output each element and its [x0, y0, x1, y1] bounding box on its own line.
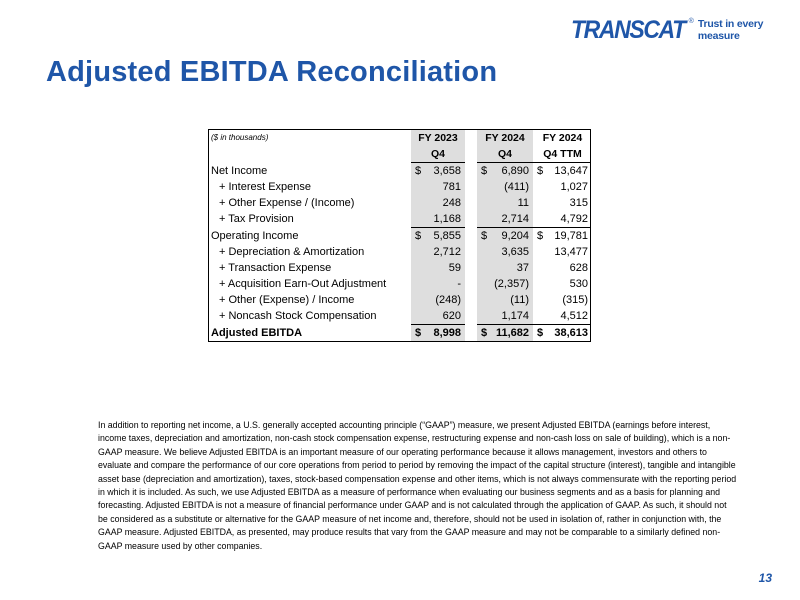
col-header-3-line2: Q4 TTM [543, 148, 582, 160]
row-label: + Depreciation & Amortization [219, 246, 365, 258]
value-3: 4,512 [560, 310, 588, 322]
table-row [209, 211, 591, 228]
col-header-2-line2: Q4 [497, 148, 512, 160]
currency-symbol: $ [415, 165, 422, 177]
table-row [209, 292, 591, 308]
value-1: (248) [435, 294, 461, 306]
page-title: Adjusted EBITDA Reconciliation [46, 56, 498, 88]
row-label: + Other (Expense) / Income [219, 294, 355, 306]
table-row [209, 228, 591, 245]
row-label: + Transaction Expense [219, 262, 332, 274]
row-label: Adjusted EBITDA [211, 326, 303, 339]
row-label: + Acquisition Earn-Out Adjustment [219, 278, 387, 290]
value-3: 315 [569, 197, 588, 209]
value-2: 3,635 [501, 246, 529, 258]
value-1: 2,712 [433, 246, 461, 258]
col-header-1-line1: FY 2023 [418, 132, 458, 144]
col-header-2-line1: FY 2024 [485, 132, 525, 144]
table-note: ($ in thousands) [211, 133, 269, 142]
table-row [209, 244, 591, 260]
currency-symbol: $ [415, 327, 422, 339]
table-row [209, 260, 591, 276]
row-label: + Tax Provision [219, 213, 294, 226]
table-row [209, 308, 591, 325]
value-3: 38,613 [554, 327, 588, 339]
value-1: 8,998 [433, 327, 461, 339]
value-3: 13,477 [554, 246, 588, 258]
currency-symbol: $ [481, 165, 488, 177]
row-label: + Noncash Stock Compensation [219, 310, 377, 323]
value-3: 628 [569, 262, 588, 274]
currency-symbol: $ [537, 230, 544, 242]
logo-registered-mark: ® [688, 17, 694, 25]
col-header-1-line2: Q4 [430, 148, 445, 160]
logo-tagline: Trust in every measure [697, 18, 764, 42]
value-2: (2,357) [494, 278, 529, 290]
row-label: Operating Income [211, 229, 299, 242]
table-row [209, 276, 591, 292]
value-3: 4,792 [560, 213, 588, 225]
value-1: 3,658 [433, 165, 461, 177]
value-3: 530 [569, 278, 588, 290]
row-label: Net Income [211, 164, 268, 177]
col-header-3-line1: FY 2024 [542, 132, 583, 144]
currency-symbol: $ [537, 165, 544, 177]
currency-symbol: $ [415, 230, 422, 242]
table-row [209, 179, 591, 195]
ebitda-table [208, 129, 591, 342]
row-label: + Interest Expense [219, 181, 312, 193]
value-3: 13,647 [554, 165, 588, 177]
table-row [209, 195, 591, 211]
disclosure-paragraph: In addition to reporting net income, a U.S. generally accepted accounting principle (“GAAP”) measure, we present Adjusted EBITDA (earnings before interest, income taxes, depreciation and amortization, non-cash stock compensation expense, restructuring expense and non-cash loss on sale of building), which is a non-GAAP measure. We believe Adjusted EBITDA is an important measure of our operating performance because it allows management, investors and others to evaluate and compare the performance of our core operations from period to period by removing the impact of the capital structure (interest), tangible and intangible asset base (depreciation and amortization), taxes, stock-based compensation expense and other items, which is not always commensurate with the reporting period in which it is included. As such, we use Adjusted EBITDA as a measure of performance when evaluating our business segments and as a basis for planning and forecasting. Adjusted EBITDA is not a measure of financial performance under GAAP and is not calculated through the application of GAAP. As such, it should not be considered as a substitute or alternative for the GAAP measure of net income and, therefore, should not be used in isolation of, rather in conjunction with, the GAAP measure. Adjusted EBITDA, as presented, may produce results that vary from the GAAP measure and may not be comparable to a similarly defined non-GAAP measure used by other companies. [98, 420, 737, 551]
value-3: 19,781 [554, 230, 588, 242]
currency-symbol: $ [481, 230, 488, 242]
value-2: 6,890 [501, 165, 529, 177]
table-row [209, 163, 591, 180]
value-1: 781 [442, 181, 461, 193]
value-2: (411) [504, 181, 529, 193]
row-label: + Other Expense / (Income) [219, 197, 355, 209]
transcat-logo [571, 15, 800, 45]
value-2: 11,682 [495, 327, 529, 339]
value-2: 37 [516, 262, 529, 274]
value-2: 2,714 [501, 213, 529, 225]
currency-symbol: $ [481, 327, 488, 339]
value-2: 11 [517, 197, 529, 209]
value-1: - [457, 278, 461, 290]
table-row [209, 325, 591, 342]
value-1: 620 [442, 310, 461, 322]
value-1: 5,855 [433, 230, 461, 242]
value-3: (315) [562, 294, 588, 306]
logo-wordmark: TRANSCAT [571, 16, 685, 44]
value-3: 1,027 [560, 181, 588, 193]
value-2: 9,204 [501, 230, 529, 242]
value-1: 1,168 [433, 213, 461, 225]
value-2: 1,174 [501, 310, 529, 322]
page-number: 13 [758, 571, 772, 585]
value-2: (11) [510, 294, 529, 306]
value-1: 59 [448, 262, 461, 274]
value-1: 248 [442, 197, 461, 209]
currency-symbol: $ [537, 327, 544, 339]
